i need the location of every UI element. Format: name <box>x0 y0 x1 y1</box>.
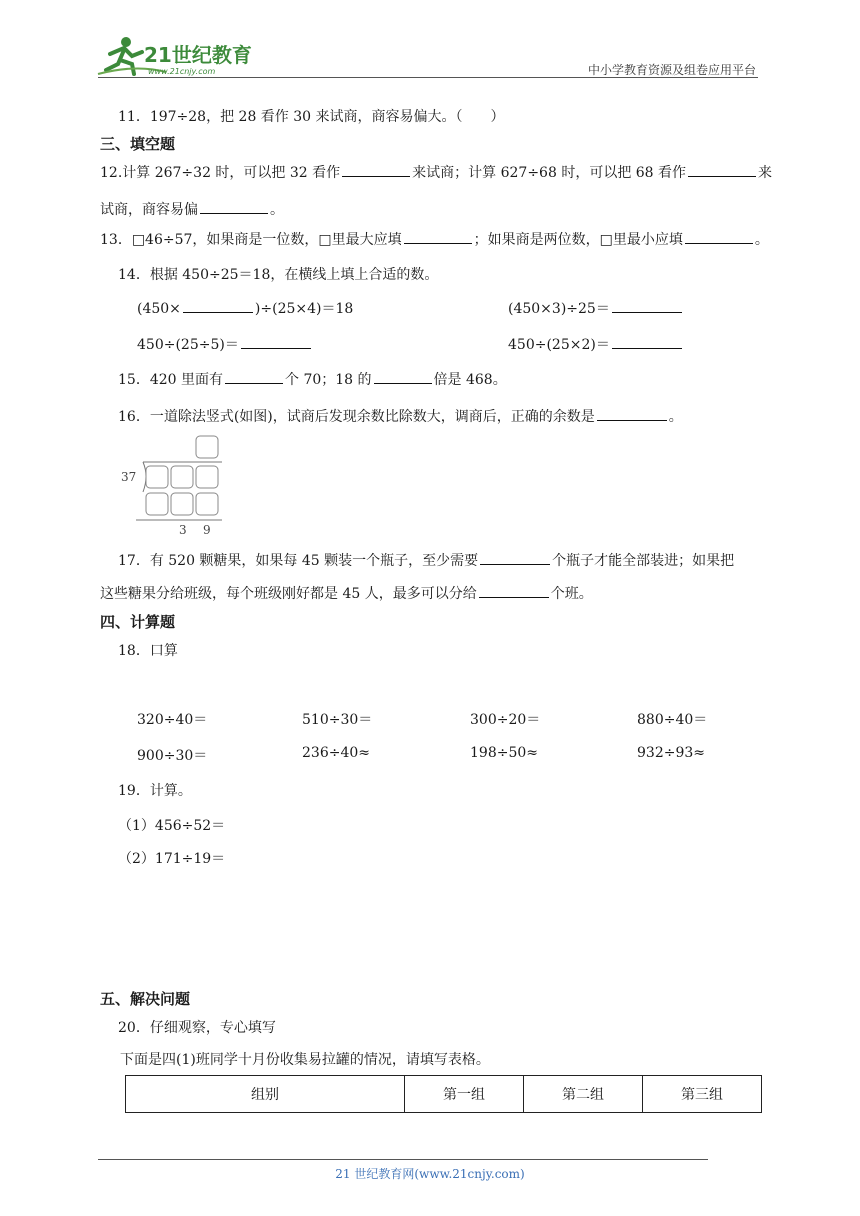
cans-table <box>125 1075 762 1113</box>
q13-text-c: 。 <box>754 232 769 248</box>
q16-blank-1[interactable] <box>597 406 667 421</box>
q14-e4: 450÷(25×2)＝ <box>508 337 610 353</box>
q14-expr-4 <box>508 334 684 354</box>
q18-item-2: 510÷30＝ <box>302 712 373 728</box>
q15-blank-2[interactable] <box>374 369 432 384</box>
remainder-digit-2: 9 <box>203 523 211 537</box>
q18-item-1: 320÷40＝ <box>137 712 208 728</box>
q18-item-3: 300÷20＝ <box>470 712 541 728</box>
q18-item-6: 236÷40≈ <box>302 745 370 761</box>
q15-text-b: 个 70；18 的 <box>285 372 372 388</box>
table-header-group-1: 第一组 <box>405 1076 524 1113</box>
q12-text-a: 12.计算 267÷32 时，可以把 32 看作 <box>100 165 341 181</box>
q18-item-8: 932÷93≈ <box>637 745 705 761</box>
product-box-3 <box>196 493 218 515</box>
q17-text-b: 个瓶子才能全部装进；如果把 <box>552 553 735 569</box>
table-header-group-2: 第二组 <box>524 1076 643 1113</box>
q14-e1-b: )÷(25×4)＝18 <box>254 301 354 317</box>
question-20-intro: 下面是四(1)班同学十月份收集易拉罐的情况，请填写表格。 <box>120 1052 490 1068</box>
header-divider <box>98 77 758 78</box>
q14-e3: 450÷(25÷5)＝ <box>137 337 239 353</box>
q14-expr-1 <box>137 298 353 318</box>
q12-blank-3[interactable] <box>200 199 268 214</box>
q15-blank-1[interactable] <box>225 369 283 384</box>
q12-text-c: 来 <box>758 165 773 181</box>
table-row <box>126 1076 762 1113</box>
remainder-digit-1: 3 <box>179 523 187 537</box>
q14-blank-2[interactable] <box>612 298 682 313</box>
question-19-title: 19．计算。 <box>118 783 192 799</box>
q14-expr-3 <box>137 334 313 354</box>
question-14-title: 14．根据 450÷25＝18，在横线上填上合适的数。 <box>118 267 439 283</box>
dividend-box-3 <box>196 466 218 488</box>
q17-blank-1[interactable] <box>480 550 550 565</box>
table-header-group-3: 第三组 <box>643 1076 762 1113</box>
logo-text: 21世纪教育 <box>144 43 252 67</box>
q14-blank-1[interactable] <box>183 298 253 313</box>
question-11: 11．197÷28，把 28 看作 30 来试商，商容易偏大。（ ） <box>118 109 505 125</box>
q19-part-1: （1）456÷52＝ <box>118 818 226 834</box>
q14-blank-4[interactable] <box>612 334 682 349</box>
question-12-line2 <box>100 199 284 219</box>
q19-part-2: （2）171÷19＝ <box>118 851 226 867</box>
section-3-title: 三、填空题 <box>100 135 176 153</box>
q18-item-5: 900÷30＝ <box>137 748 208 764</box>
q17-blank-2[interactable] <box>479 583 549 598</box>
quotient-box <box>196 436 218 458</box>
section-4-title: 四、计算题 <box>100 613 176 631</box>
q12-text-e: 。 <box>270 202 284 218</box>
q15-text-a: 15．420 里面有 <box>118 372 223 388</box>
q16-text-b: 。 <box>668 409 683 425</box>
q12-blank-1[interactable] <box>342 162 410 177</box>
q14-e1-a: (450× <box>137 301 181 317</box>
footer-text: 21 世纪教育网(www.21cnjy.com) <box>335 1167 525 1181</box>
q18-item-7: 198÷50≈ <box>470 745 538 761</box>
q15-text-c: 倍是 468。 <box>433 372 507 388</box>
product-box-2 <box>171 493 193 515</box>
q16-text-a: 16．一道除法竖式(如图)，试商后发现余数比除数大，调商后，正确的余数是 <box>118 409 595 425</box>
question-20-title: 20．仔细观察，专心填写 <box>118 1020 276 1036</box>
question-12-line1 <box>100 162 772 182</box>
division-diagram <box>118 434 228 538</box>
question-17-line2 <box>100 583 593 603</box>
dividend-box-2 <box>171 466 193 488</box>
site-logo <box>96 34 256 78</box>
q13-blank-1[interactable] <box>404 229 472 244</box>
runner-logo-icon <box>96 34 256 78</box>
q12-text-b: 来试商；计算 627÷68 时，可以把 68 看作 <box>412 165 687 181</box>
site-tagline: 中小学教育资源及组卷应用平台 <box>587 63 756 77</box>
q14-blank-3[interactable] <box>241 334 311 349</box>
q17-text-a: 17．有 520 颗糖果，如果每 45 颗装一个瓶子，至少需要 <box>118 553 479 569</box>
question-18-title: 18．口算 <box>118 643 178 659</box>
q18-item-4: 880÷40＝ <box>637 712 708 728</box>
q13-text-b: ；如果商是两位数，□里最小应填 <box>473 232 683 248</box>
footer-divider <box>98 1159 708 1160</box>
q12-text-d: 试商，商容易偏 <box>100 202 198 218</box>
question-13 <box>100 229 769 249</box>
product-box-1 <box>146 493 168 515</box>
question-17-line1 <box>118 550 734 570</box>
question-16 <box>118 406 683 426</box>
dividend-box-1 <box>146 466 168 488</box>
q17-text-c: 这些糖果分给班级，每个班级刚好都是 45 人，最多可以分给 <box>100 586 477 602</box>
q14-expr-2 <box>508 298 684 318</box>
q14-e2: (450×3)÷25＝ <box>508 301 610 317</box>
long-division-figure <box>118 434 228 538</box>
logo-url: www.21cnjy.com <box>148 67 216 76</box>
q13-text-a: 13．□46÷57，如果商是一位数，□里最大应填 <box>100 232 402 248</box>
question-15 <box>118 369 507 389</box>
divisor-label: 37 <box>121 470 137 484</box>
q12-blank-2[interactable] <box>688 162 756 177</box>
table-header-group: 组别 <box>126 1076 405 1113</box>
q17-text-d: 个班。 <box>550 586 593 602</box>
section-5-title: 五、解决问题 <box>100 990 191 1008</box>
q13-blank-2[interactable] <box>685 229 753 244</box>
